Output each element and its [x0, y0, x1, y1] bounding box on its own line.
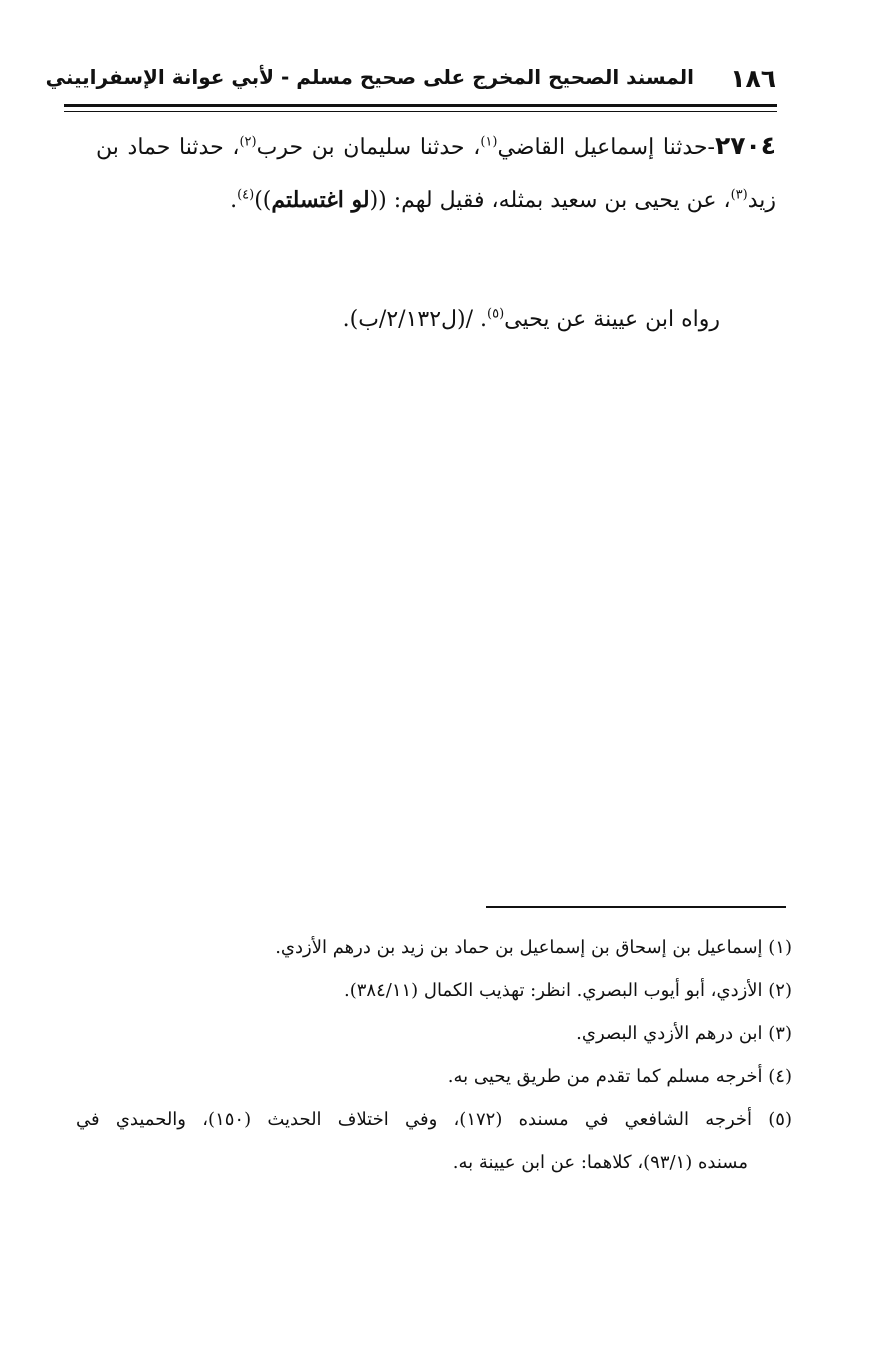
hadith-matn: لو اغتسلتم: [271, 187, 370, 213]
quote-close: )): [254, 188, 272, 213]
footnote-ref-3: (٣): [730, 187, 748, 203]
footnote-4: (٤) أخرجه مسلم كما تقدم من طريق يحيى به.: [447, 1066, 792, 1087]
footnotes: [76, 926, 792, 1184]
isnad-segment-2: ، حدثنا سليمان بن حرب: [256, 135, 481, 160]
hadith-paragraph: [96, 120, 776, 227]
header-rule-thin: [64, 111, 777, 112]
hadith-end: .: [230, 188, 238, 213]
hadith-number: ٢٧٠٤: [714, 131, 776, 160]
footnote-ref-1: (١): [480, 134, 498, 150]
footnote-ref-4: (٤): [237, 187, 255, 203]
page-header: [45, 62, 776, 102]
riwaya-text: رواه ابن عيينة عن يحيى: [504, 307, 720, 332]
footnote-ref-5: (٥): [487, 306, 505, 322]
footnote-3: (٣) ابن درهم الأزدي البصري.: [576, 1023, 792, 1044]
footnote-ref-2: (٢): [239, 134, 257, 150]
running-title: المسند الصحيح المخرج على صحيح مسلم - لأبي عوانة الإسفراييني: [45, 65, 694, 89]
hadith-dash: -: [707, 135, 715, 160]
riwaya-line: [200, 298, 720, 342]
footnote-1: (١) إسماعيل بن إسحاق بن إسماعيل بن حماد بن زيد بن درهم الأزدي.: [275, 937, 792, 958]
quote-open: ((: [369, 188, 387, 213]
isnad-segment-1: حدثنا إسماعيل القاضي: [497, 135, 708, 160]
footnote-2: (٢) الأزدي، أبو أيوب البصري. انظر: تهذيب الكمال (٣٨٤/١١).: [344, 980, 792, 1001]
isnad-segment-4: ، عن يحيى بن سعيد بمثله، فقيل لهم:: [386, 188, 731, 213]
footnote-5-continuation: مسنده (٩٣/١)، كلاهما: عن ابن عيينة به.: [452, 1152, 748, 1173]
footnote-5: (٥) أخرجه الشافعي في مسنده (١٧٢)، وفي اختلاف الحديث (١٥٠)، والحميدي في: [76, 1109, 792, 1130]
footnote-separator: [486, 906, 786, 908]
manuscript-reference: . /(ل٢/١٣٢/ب).: [342, 307, 487, 332]
header-rule-thick: [64, 104, 777, 107]
page-number: ١٨٦: [730, 64, 776, 93]
isnad-segment-3: ، حدثنا حماد بن زيد: [96, 135, 776, 213]
